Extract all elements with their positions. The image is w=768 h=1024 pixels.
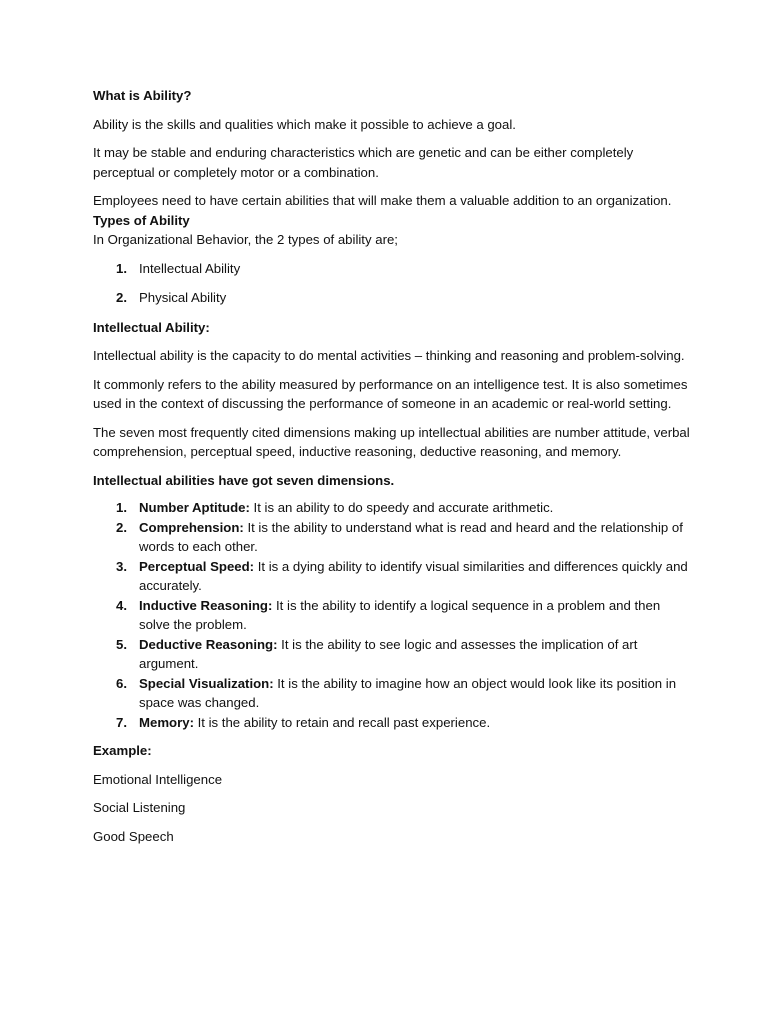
list-item-body [139,596,693,635]
list-item [93,518,693,557]
list-item-body [139,635,693,674]
document-page [93,86,693,855]
paragraph-intelligence-test: It commonly refers to the ability measured by performance on an intelligence test. It is also sometimes used in the context of discussing the performance of someone in an academic or real-world setting. [93,376,688,411]
heading-types-of-ability: Types of Ability [93,212,190,228]
dimension-description: It is the ability to imagine how an object would look like its position in space was changed. [139,675,677,710]
dimension-term: Perceptual Speed: [139,558,255,574]
list-number: 7. [116,714,127,730]
list-number: 1. [116,260,127,276]
dimensions-list [93,498,693,732]
paragraph-intellectual-definition: Intellectual ability is the capacity to do mental activities – thinking and reasoning and problem-solving. [93,348,685,363]
types-list [93,259,693,308]
list-number: 4. [116,597,127,613]
heading-what-is-ability: What is Ability? [93,88,192,103]
example-item: Good Speech [93,828,174,844]
list-item [93,674,693,713]
list-item [93,713,693,733]
dimension-description: It is an ability to do speedy and accurate arithmetic. [249,500,554,515]
list-item-label: Physical Ability [139,290,227,305]
dimension-term: Comprehension: [139,519,244,535]
list-item-body [139,557,693,596]
heading-example: Example: [93,743,152,758]
list-number: 6. [116,675,127,691]
list-item-body [139,518,693,557]
list-number: 5. [116,636,127,652]
list-item [93,259,693,279]
list-item [93,635,693,674]
dimension-description: It is the ability to identify a logical sequence in a problem and then solve the problem. [139,597,661,632]
list-item-body [139,674,693,713]
paragraph-characteristics: It may be stable and enduring characteristics which are genetic and can be either completely perceptual or completely motor or a combination. [93,145,634,180]
paragraph-definition: Ability is the skills and qualities which make it possible to achieve a goal. [93,116,516,132]
list-number: 3. [116,558,127,574]
list-item [93,498,693,518]
heading-seven-dimensions: Intellectual abilities have got seven dimensions. [93,472,395,488]
example-item: Social Listening [93,800,186,815]
list-item [93,288,693,308]
example-item: Emotional Intelligence [93,771,223,787]
dimension-term: Special Visualization: [139,675,274,691]
heading-intellectual-ability: Intellectual Ability: [93,319,210,335]
dimension-term: Memory: [139,714,194,730]
list-number: 2. [116,290,127,305]
list-item [93,596,693,635]
dimension-term: Inductive Reasoning: [139,597,273,613]
list-number: 2. [116,519,127,535]
dimension-description: It is the ability to understand what is read and heard and the relationship of words to each other. [139,519,683,554]
list-number: 1. [116,500,127,515]
paragraph-seven-dimensions-cited: The seven most frequently cited dimensions making up intellectual abilities are number attitude, verbal comprehension, perceptual speed, inductive reasoning, deductive reasoning, and memory. [93,424,690,459]
paragraph-types-intro: In Organizational Behavior, the 2 types of ability are; [93,232,398,247]
dimension-description: It is the ability to retain and recall past experience. [193,714,491,730]
list-item [93,557,693,596]
dimension-term: Number Aptitude: [139,500,250,515]
list-item-body [139,498,693,518]
dimension-description: It is the ability to see logic and assesses the implication of art argument. [139,636,638,671]
dimension-term: Deductive Reasoning: [139,636,278,652]
dimension-description: It is a dying ability to identify visual similarities and differences quickly and accurately. [139,558,688,593]
list-item-body [139,713,693,733]
paragraph-employees: Employees need to have certain abilities that will make them a valuable addition to an organization. [93,193,672,208]
list-item-label: Intellectual Ability [139,260,241,276]
